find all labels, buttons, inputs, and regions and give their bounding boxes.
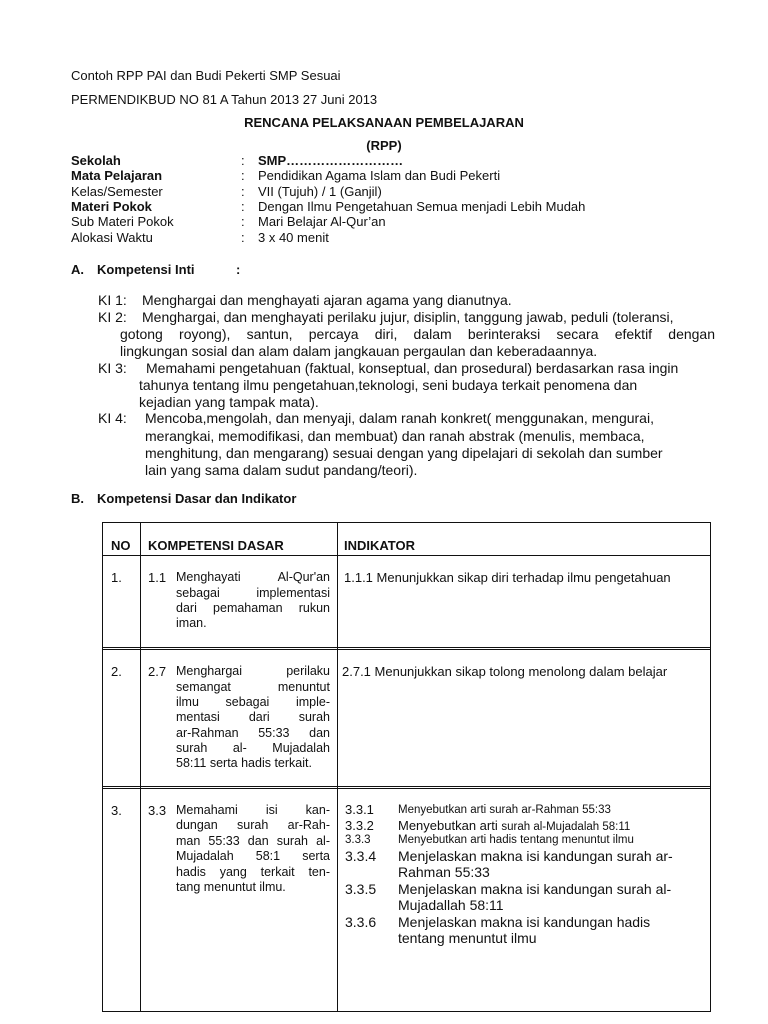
ki1-number: KI 1:	[98, 292, 127, 308]
indicator-number: 3.3.6	[345, 914, 377, 930]
table-column-divider	[140, 522, 141, 1012]
identity-colon: :	[241, 214, 245, 229]
indicator-text-line: Rahman 55:33	[398, 864, 490, 880]
doc-header-line1: Contoh RPP PAI dan Budi Pekerti SMP Sesuai	[71, 68, 341, 83]
table-header-no: NO	[111, 538, 131, 553]
identity-value-sekolah: SMP………………………	[258, 153, 404, 168]
table-row-no: 2.	[111, 664, 122, 679]
table-column-divider	[337, 522, 338, 1012]
doc-subtitle: (RPP)	[366, 138, 402, 153]
identity-value-sub-materi: Mari Belajar Al-Qur’an	[258, 214, 386, 229]
ki2-text-line: gotong royong), santun, percaya diri, dalam berinteraksi secara efektif dengan	[120, 326, 715, 342]
ki3-text-line: kejadian yang tampak mata).	[139, 394, 319, 410]
indicator-number: 3.3.2	[345, 818, 374, 833]
table-row-divider	[102, 788, 711, 789]
kd-number: 2.7	[148, 664, 167, 679]
ki4-number: KI 4:	[98, 410, 127, 426]
identity-colon: :	[241, 184, 245, 199]
indicator-text: 1.1.1 Menunjukkan sikap diri terhadap ilmu pengetahuan	[344, 570, 671, 585]
ki4-text-line: menghitung, dan mengarang) sesuai dengan yang dipelajari di sekolah dan sumber	[145, 445, 663, 461]
section-a-colon: :	[236, 262, 241, 277]
kd-text-line: mentasi dari surah	[176, 710, 330, 724]
table-row-divider	[102, 649, 711, 650]
identity-colon: :	[241, 153, 245, 168]
kd-number: 1.1	[148, 570, 167, 585]
indicator-text-line: Menjelaskan makna isi kandungan hadis	[398, 914, 651, 930]
table-header-kd: KOMPETENSI DASAR	[148, 538, 284, 553]
kd-text-line: ar-Rahman 55:33 dan	[176, 726, 330, 740]
indicator-number: 3.3.3	[345, 834, 371, 846]
section-a-title: Kompetensi Inti	[97, 262, 195, 277]
identity-value-materi-pokok: Dengan Ilmu Pengetahuan Semua menjadi Lebih Mudah	[258, 199, 586, 214]
table-row-divider	[102, 555, 711, 556]
table-row-divider	[102, 647, 711, 648]
kd-text-line: tang menuntut ilmu.	[176, 880, 286, 894]
kd-text-line: hadis yang terkait ten-	[176, 865, 330, 879]
identity-value-alokasi: 3 x 40 menit	[258, 230, 329, 245]
doc-header-line2: PERMENDIKBUD NO 81 A Tahun 2013 27 Juni 2013	[71, 92, 378, 107]
indicator-text-line: tentang menuntut ilmu	[398, 930, 537, 946]
identity-label-sekolah: Sekolah	[71, 153, 121, 168]
indicator-text-line: Menjelaskan makna isi kandungan surah al-	[398, 881, 672, 897]
identity-label-mata-pelajaran: Mata Pelajaran	[71, 168, 163, 183]
kd-text-line: man 55:33 dan surah al-	[176, 834, 330, 848]
kd-text-line: sebagai implementasi	[176, 586, 330, 600]
kd-text-line: Menghargai perilaku	[176, 664, 330, 678]
table-row-no: 1.	[111, 570, 122, 585]
table-border-right	[710, 522, 711, 1012]
table-header-indikator: INDIKATOR	[344, 538, 416, 553]
ki2-text-line: lingkungan sosial dan alam dalam jangkauan pergaulan dan keberadaannya.	[120, 343, 598, 359]
ki3-text-line: Memahami pengetahuan (faktual, konseptual, dan prosedural) berdasarkan rasa ingin	[146, 360, 679, 376]
indicator-text-part: Menyebutkan arti	[398, 818, 498, 833]
identity-label-materi-pokok: Materi Pokok	[71, 199, 152, 214]
indicator-text: Menyebutkan arti surah ar-Rahman 55:33	[398, 804, 611, 816]
indicator-number: 3.3.4	[345, 848, 377, 864]
identity-colon: :	[241, 230, 245, 245]
ki4-text-line: merangkai, memodifikasi, dan membuat) dan ranah abstrak (menulis, membaca,	[145, 428, 645, 444]
ki2-text-line: Menghargai, dan menghayati perilaku jujur, disiplin, tanggung jawab, peduli (toleransi,	[142, 309, 674, 325]
indicator-text-line: Menjelaskan makna isi kandungan surah ar-	[398, 848, 673, 864]
kd-text-line: dungan surah ar-Rah-	[176, 818, 330, 832]
kd-text-line: Mujadalah 58:1 serta	[176, 849, 330, 863]
section-b-letter: B.	[71, 491, 84, 506]
table-row-divider	[102, 786, 711, 787]
kd-text-line: surah al- Mujadalah	[176, 741, 330, 755]
indicator-number: 3.3.1	[345, 802, 374, 817]
identity-value-mata-pelajaran: Pendidikan Agama Islam dan Budi Pekerti	[258, 168, 501, 183]
kd-text-line: dari pemahaman rukun	[176, 601, 330, 615]
indicator-text: Menyebutkan arti hadis tentang menuntut ilmu	[398, 834, 634, 846]
indicator-text-line: Mujadallah 58:11	[398, 897, 504, 913]
identity-label-sub-materi: Sub Materi Pokok	[71, 214, 174, 229]
ki4-text-line: lain yang sama dalam sudut pandang/teori).	[145, 462, 418, 478]
kd-text-line: ilmu sebagai imple-	[176, 695, 330, 709]
kd-text-line: 58:11 serta hadis terkait.	[176, 756, 312, 770]
indicator-text: 2.7.1 Menunjukkan sikap tolong menolong dalam belajar	[342, 664, 668, 679]
ki2-number: KI 2:	[98, 309, 127, 325]
ki1-text: Menghargai dan menghayati ajaran agama yang dianutnya.	[142, 292, 512, 308]
indicator-number: 3.3.5	[345, 881, 377, 897]
table-row-no: 3.	[111, 803, 122, 818]
ki3-number: KI 3:	[98, 360, 127, 376]
identity-value-kelas: VII (Tujuh) / 1 (Ganjil)	[258, 184, 382, 199]
identity-label-kelas: Kelas/Semester	[71, 184, 163, 199]
kd-number: 3.3	[148, 803, 167, 818]
identity-label-alokasi: Alokasi Waktu	[71, 230, 153, 245]
identity-colon: :	[241, 199, 245, 214]
ki4-text-line: Mencoba,mengolah, dan menyaji, dalam ranah konkret( menggunakan, mengurai,	[145, 410, 654, 426]
table-border-bottom	[102, 1011, 711, 1012]
doc-title: RENCANA PELAKSANAAN PEMBELAJARAN	[244, 115, 524, 130]
kd-text-line: Memahami isi kan-	[176, 803, 330, 817]
indicator-text-part: surah al-Mujadalah 58:11	[501, 821, 631, 833]
identity-colon: :	[241, 168, 245, 183]
section-b-title: Kompetensi Dasar dan Indikator	[97, 491, 297, 506]
kd-text-line: Menghayati Al-Qur'an	[176, 570, 330, 584]
table-border-top	[102, 522, 711, 523]
kd-text-line: iman.	[176, 616, 207, 630]
kd-text-line: semangat menuntut	[176, 680, 330, 694]
table-border-left	[102, 522, 103, 1012]
ki3-text-line: tahunya tentang ilmu pengetahuan,teknologi, seni budaya terkait penomena dan	[139, 377, 638, 393]
section-a-letter: A.	[71, 262, 84, 277]
